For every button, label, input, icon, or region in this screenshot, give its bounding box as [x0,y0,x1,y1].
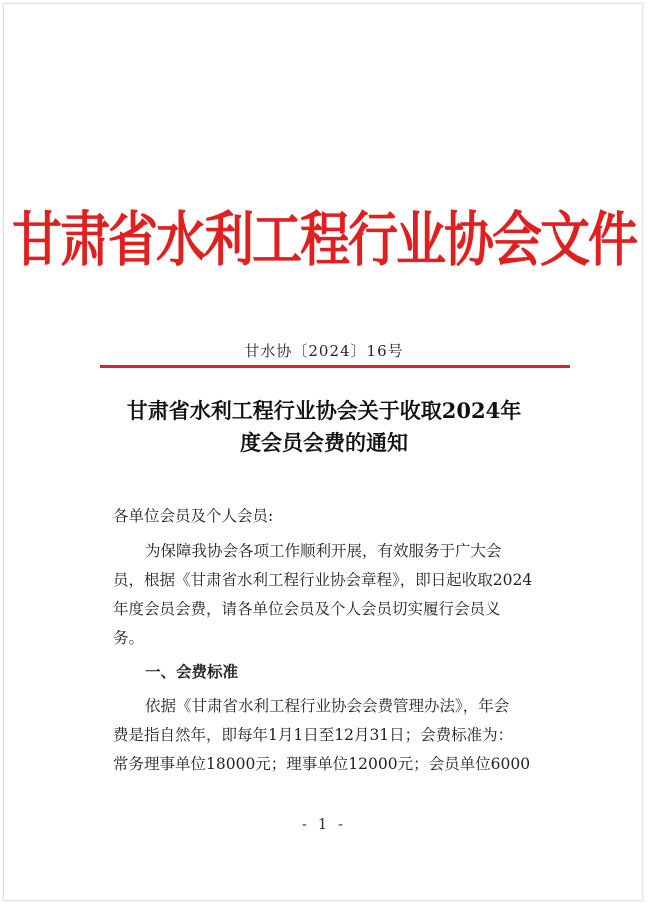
paragraph-line: 常务理事单位18000元；理事单位12000元；会员单位6000 [113,755,531,773]
notice-title [0,395,648,459]
title-line-2: 度会员会费的通知 [240,430,408,455]
page-number: - 1 - [301,815,347,833]
paragraph-line: 为保障我协会各项工作顺利开展，有效服务于广大会 [145,542,502,560]
salutation: 各单位会员及个人会员: [113,507,274,525]
paragraph-1 [113,537,553,653]
section-heading: 一、会费标准 [145,663,239,681]
org-file-header: 甘肃省水利工程行业协会文件 [12,204,636,275]
document-number: 甘水协〔2024〕16号 [244,342,404,360]
paragraph-line: 年度会员会费，请各单位会员及个人会员切实履行会员义 [113,600,501,618]
paragraph-line: 员，根据《甘肃省水利工程行业协会章程》，即日起收取2024 [113,571,533,589]
paragraph-line: 依据《甘肃省水利工程行业协会会费管理办法》，年会 [145,697,510,715]
red-divider-line [100,365,570,368]
paragraph-2 [113,692,553,779]
paragraph-line: 费是指自然年，即每年1月1日至12月31日；会费标准为： [113,726,514,744]
title-line-1: 甘肃省水利工程行业协会关于收取2024年 [126,398,522,423]
paragraph-line: 务。 [113,629,145,647]
